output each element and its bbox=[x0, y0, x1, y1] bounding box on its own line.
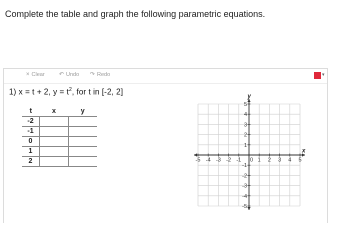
y-tick-label: -2 bbox=[242, 173, 247, 180]
t-cell: -1 bbox=[22, 127, 40, 137]
undo-label: Undo bbox=[66, 72, 80, 78]
y-tick-label: 5 bbox=[243, 102, 247, 108]
x-tick-label: 2 bbox=[267, 157, 271, 164]
y-tick-label: -3 bbox=[242, 183, 247, 190]
x-tick-label: 1 bbox=[257, 157, 261, 164]
tick-labels bbox=[196, 102, 302, 210]
x-tick-label: 5 bbox=[298, 157, 302, 164]
y-tick-label: 2 bbox=[243, 132, 247, 139]
t-cell: -2 bbox=[22, 117, 40, 127]
t-cell: 2 bbox=[22, 157, 40, 167]
problem-statement: 1) x = t + 2, $y = t^2$, for t in [-2, 2] bbox=[9, 87, 124, 97]
y-tick-label: 4 bbox=[243, 112, 247, 119]
y-axis-label: y bbox=[247, 94, 251, 100]
close-icon: × bbox=[26, 72, 30, 78]
y-equation: y = t bbox=[53, 87, 69, 97]
x-tick-label: 4 bbox=[288, 157, 292, 164]
x-tick-label: -3 bbox=[215, 157, 221, 164]
t-cell: 0 bbox=[22, 137, 40, 147]
redo-label: Redo bbox=[97, 72, 111, 78]
header-t: t bbox=[22, 107, 40, 117]
y-tick-label: -4 bbox=[242, 193, 247, 200]
y-exponent: 2 bbox=[68, 87, 72, 93]
axes bbox=[194, 99, 305, 210]
x-tick-label: -5 bbox=[195, 157, 201, 164]
y-tick-label: 1 bbox=[243, 142, 247, 149]
clear-label: Clear bbox=[31, 72, 45, 78]
x-axis-arrow-left bbox=[194, 153, 197, 156]
y-tick-label: -1 bbox=[242, 163, 247, 170]
x-tick-label: -2 bbox=[226, 157, 232, 164]
chevron-down-icon[interactable]: ▾ bbox=[322, 72, 325, 78]
y-tick-label: 3 bbox=[243, 122, 247, 129]
header-x: x bbox=[40, 107, 69, 117]
domain-text: , for t in [-2, 2] bbox=[71, 87, 124, 97]
x-tick-label: -1 bbox=[236, 157, 242, 164]
y-tick-label: -5 bbox=[242, 204, 247, 210]
instructions-text: Complete the table and graph the following parametric equations. bbox=[5, 9, 266, 19]
undo-icon: ↶ bbox=[59, 72, 65, 78]
x-equation: x = t + 2 bbox=[18, 87, 49, 97]
t-cell: 1 bbox=[22, 147, 40, 157]
redo-icon: ↷ bbox=[90, 72, 96, 78]
problem-number: 1) bbox=[9, 87, 17, 97]
x-axis-label: x bbox=[302, 148, 306, 155]
x-tick-label: 3 bbox=[278, 157, 282, 164]
y-axis-arrow-down bbox=[247, 207, 250, 210]
header-y: y bbox=[69, 107, 98, 117]
x-tick-label: 0 bbox=[249, 157, 254, 164]
x-tick-label: -4 bbox=[205, 157, 211, 164]
